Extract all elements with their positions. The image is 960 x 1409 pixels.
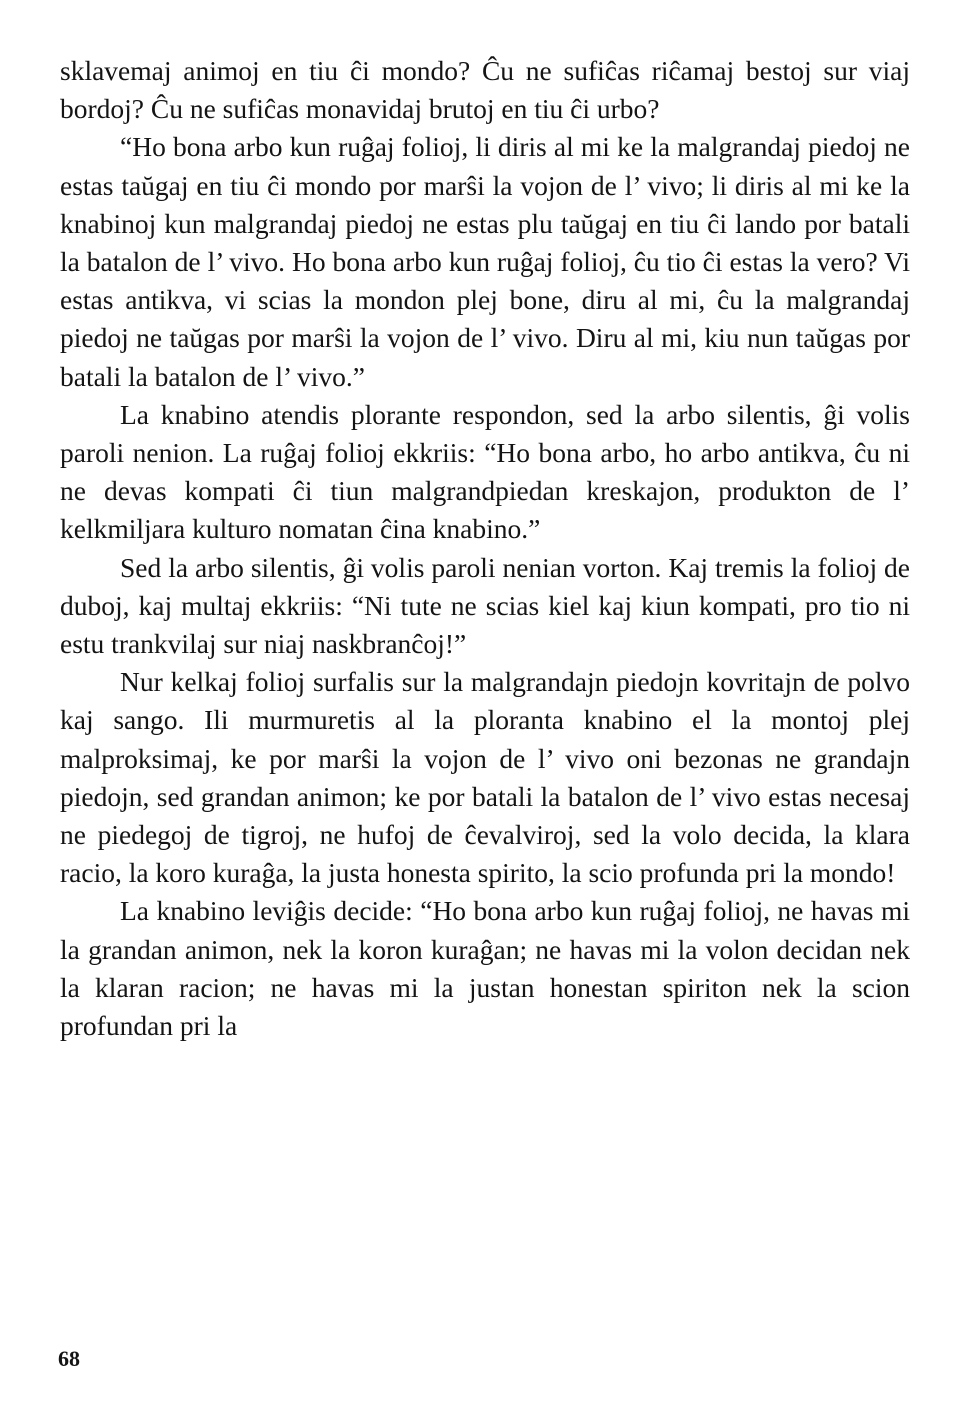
page-body: [60, 52, 910, 1045]
page-number: 68: [58, 1346, 80, 1371]
paragraph-3: La knabino atendis plorante respondon, sed la arbo silentis, ĝi volis paroli nenion. La ruĝaj folioj ekkriis: “Ho bona arbo, ho arbo antikva, ĉu ni ne devas kompati ĉi tiun malgrandpiedan kreskajon, produkton de l’ kelkmiljara kulturo nomatan ĉina knabino.”: [60, 398, 910, 545]
paragraph-4: Sed la arbo silentis, ĝi volis paroli nenian vorton. Kaj tremis la folioj de duboj, kaj multaj ekkriis: “Ni tute ne scias kiel kaj kiun kompati, pro tio ni estu trankvilaj sur niaj naskbranĉoj!”: [60, 551, 910, 660]
paragraph-5: Nur kelkaj folioj surfalis sur la malgrandajn piedojn kovritajn de polvo kaj sango. Ili murmuretis al la ploranta knabino el la montoj plej malproksimaj, ke por marŝi la vojon de l’ vivo oni bezonas ne grandajn piedojn, sed grandan animon; ke por batali la batalon de l’ vivo estas necesaj ne piedegoj de tigroj, ne hufoj de ĉevalviroj, sed la volo decida, la klara racio, la koro kuraĝa, la justa honesta spirito, la scio profunda pri la mondo!: [60, 666, 910, 889]
paragraph-6: La knabino leviĝis decide: “Ho bona arbo kun ruĝaj folioj, ne havas mi la grandan animon, nek la koron kuraĝan; ne havas mi la volon decidan nek la klaran racion; ne havas mi la justan honestan spiriton nek la scion profundan pri la: [60, 895, 910, 1042]
paragraph-1: sklavemaj animoj en tiu ĉi mondo? Ĉu ne sufiĉas riĉamaj bestoj sur viaj bordoj? Ĉu ne sufiĉas monavidaj brutoj en tiu ĉi urbo?: [60, 55, 910, 125]
paragraph-2: “Ho bona arbo kun ruĝaj folioj, li diris al mi ke la malgrandaj piedoj ne estas taŭgaj en tiu ĉi mondo por marŝi la vojon de l’ vivo; li diris al mi ke la knabinoj kun malgrandaj piedoj ne estas plu taŭgaj en tiu ĉi lando por batali la batalon de l’ vivo. Ho bona arbo kun ruĝaj folioj, ĉu tio ĉi estas la vero? Vi estas antikva, vi scias la mondon plej bone, diru al mi, ĉu la malgrandaj piedoj ne taŭgas por marŝi la vojon de l’ vivo. Diru al mi, kiu nun taŭgas por batali la batalon de l’ vivo.”: [60, 131, 910, 392]
